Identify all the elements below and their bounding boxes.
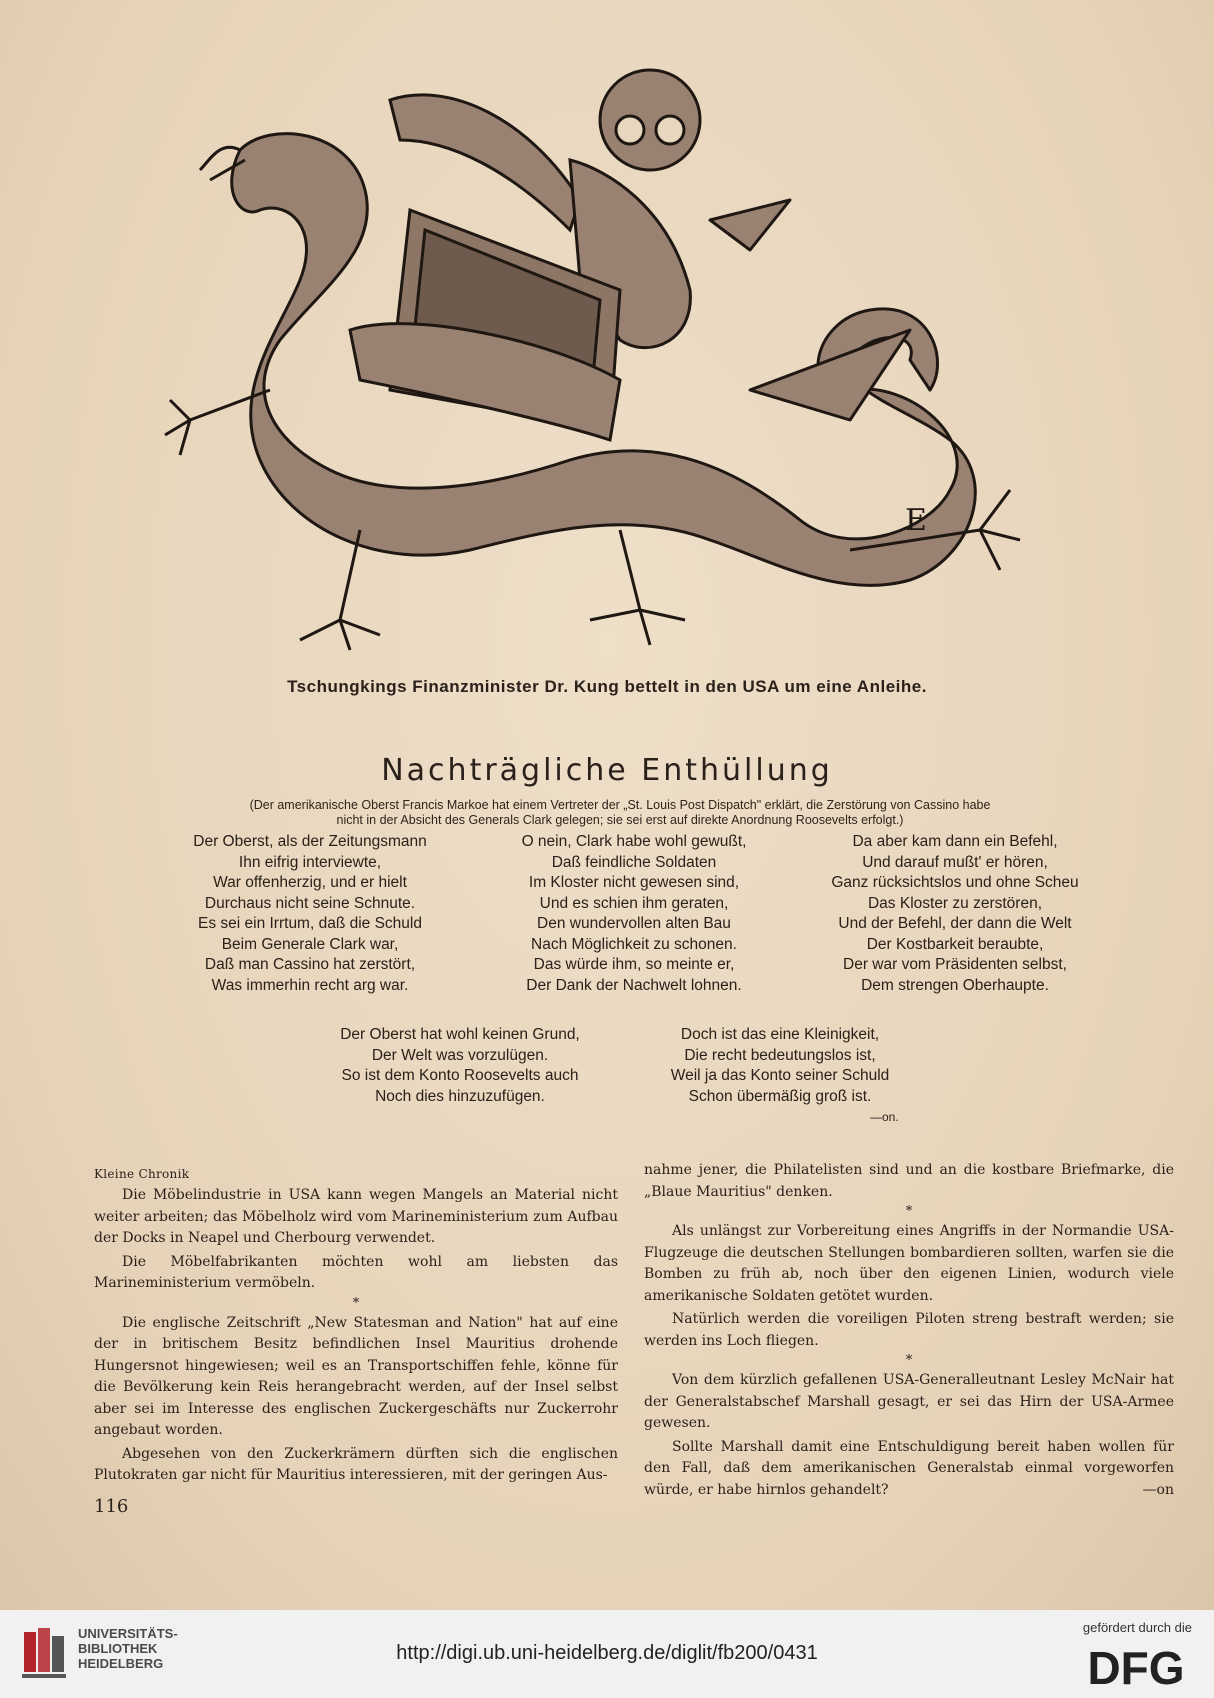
funding-note: gefördert durch die (1082, 1620, 1192, 1635)
chronik-paragraph: Die englische Zeitschrift „New Statesman and Nation" hat auf eine der in britischem Besitz befindlichen Insel Mauritius drohende Hungersnot hingewiesen; weil es an Transportschiffen fehle, könne für die Bevölkerung kein Reis herangebracht werden, auf der Insel selbst aber sei im Interesse des englischen Zuckergeschäfts nur Zuckerrohr angebaut worden. (94, 1314, 618, 1438)
chronik-paragraph: Abgesehen von den Zuckerkrämern dürften sich die englischen Plutokraten gar nicht für Mauritius interessieren, mit der geringen Aus- (94, 1445, 618, 1483)
verse-line: Doch ist das eine Kleinigkeit, (680, 1026, 880, 1043)
verse-line: Und der Befehl, der dann die Welt (838, 915, 1072, 932)
verse-line: Der Oberst, als der Zeitungsmann (193, 833, 427, 850)
chronik-paragraph: nahme jener, die Philatelisten sind und an die kostbare Briefmarke, die „Blaue Mauritius" denken. (644, 1162, 1174, 1200)
verse-line: Den wundervollen alten Bau (537, 915, 731, 932)
verse-line: Durchaus nicht seine Schnute. (204, 894, 416, 912)
verse-line: War offenherzig, und er hielt (213, 874, 407, 891)
chronik-paragraph: Die Möbelfabrikanten möchten wohl am liebsten das Marineministerium vermöbeln. (94, 1253, 618, 1291)
document-url-link[interactable]: http://digi.ub.uni-heidelberg.de/diglit/fb200/0431 (396, 1642, 818, 1664)
verse-line: Und es schien ihm geraten, (539, 894, 729, 912)
institution-line: UNIVERSITÄTS- (78, 1626, 178, 1641)
verse-line: Der Dank der Nachwelt lohnen. (526, 976, 742, 994)
verse-line: Schon übermäßig groß ist. (688, 1087, 872, 1105)
intro-line: nicht in der Absicht des Generals Clark gelegen; sie sei erst auf direkte Anordnung Roosevelts erfolgt.) (336, 813, 904, 827)
institution-line: BIBLIOTHEK (78, 1641, 158, 1656)
artist-signature: E (905, 503, 927, 538)
poem-stanza-3 (810, 832, 1100, 996)
poem-stanza-2 (494, 832, 774, 996)
verse-line: Ganz rücksichtslos und ohne Scheu (831, 874, 1079, 891)
verse-line: Die recht bedeutungslos ist, (684, 1046, 876, 1064)
verse-line: Ihn eifrig interviewte, (238, 853, 382, 871)
verse-line: Der war vom Präsidenten selbst, (843, 956, 1067, 973)
poem-stanza-5 (640, 1025, 920, 1107)
chronik-right-column (644, 1160, 1174, 1503)
verse-line: Das Kloster zu zerstören, (867, 894, 1042, 912)
verse-line: Beim Generale Clark war, (221, 935, 399, 953)
chronik-paragraph: Als unlängst zur Vorbereitung eines Angriffs in der Normandie USA-Flugzeuge die deutschen Stellungen bombardieren sollten, warfen sie die Bomben zu früh ab, noch über den eigenen Linien, wodurch viele amerikanische Soldaten getötet wurden. (644, 1223, 1174, 1304)
verse-line: Nach Möglichkeit zu schonen. (531, 935, 737, 953)
verse-line: Der Welt was vorzulügen. (371, 1046, 549, 1064)
chronik-paragraph: Von dem kürzlich gefallenen USA-Generalleutnant Lesley McNair hat der Generalstabschef Marshall gesagt, er sei das Hirn der USA-Armee gewesen. (644, 1372, 1174, 1431)
intro-line: (Der amerikanische Oberst Francis Markoe hat einem Vertreter der „St. Louis Post Dispatch" erklärt, die Zerstörung von Cassino habe (249, 798, 991, 812)
verse-line: Im Kloster nicht gewesen sind, (528, 874, 740, 891)
verse-line: Daß man Cassino hat zerstört, (204, 956, 416, 973)
figure-with-briefcase-icon (350, 70, 700, 440)
verse-line: O nein, Clark habe wohl gewußt, (521, 833, 747, 850)
chronik-left-column (94, 1165, 618, 1489)
verse-line: Daß feindliche Soldaten (551, 853, 717, 871)
verse-line: Was immerhin recht arg war. (211, 976, 409, 994)
chronik-heading: Kleine Chronik (94, 1167, 190, 1181)
verse-line: Da aber kam dann ein Befehl, (852, 833, 1058, 850)
separator-star: * (905, 1204, 913, 1219)
separator-star: * (905, 1353, 913, 1368)
verse-line: Der Oberst hat wohl keinen Grund, (340, 1026, 580, 1043)
chronik-paragraph (644, 1437, 1174, 1502)
viewer-footer (0, 1610, 1214, 1698)
verse-line: Das würde ihm, so meinte er, (533, 956, 735, 973)
institution-line: HEIDELBERG (78, 1656, 164, 1671)
illustration-caption: Tschungkings Finanzminister Dr. Kung bettelt in den USA um eine Anleihe. (287, 677, 927, 696)
chronik-paragraph-text: Sollte Marshall damit eine Entschuldigung bereit haben wollen für den Fall, daß dem amerikanischen Generalstab einmal vorgeworfen würde, er habe hirnlos gehandelt? (644, 1438, 1174, 1498)
verse-line: So ist dem Konto Roosevelts auch (341, 1067, 579, 1084)
verse-line: Und darauf mußt' er hören, (862, 853, 1048, 871)
dfg-logo-text: DFG (1087, 1644, 1185, 1688)
chronik-paragraph: Die Möbelindustrie in USA kann wegen Mangels an Material nicht weiter arbeiten; das Möbelholz wird vom Marineministerium zum Aufbau der Docks in Neapel und Cherbourg verwendet. (94, 1187, 618, 1246)
separator-star: * (352, 1295, 360, 1311)
poem-intro (170, 798, 1070, 828)
verse-line: Noch dies hinzuzufügen. (375, 1087, 545, 1105)
chronik-paragraph: Natürlich werden die voreiligen Piloten streng bestraft werden; sie werden ins Loch fliegen. (644, 1311, 1174, 1349)
verse-line: Dem strengen Oberhaupte. (861, 976, 1049, 994)
poem-stanza-4 (320, 1025, 600, 1107)
verse-line: Es sei ein Irrtum, daß die Schuld (198, 915, 422, 932)
verse-line: Der Kostbarkeit beraubte, (866, 935, 1044, 953)
cartoon-illustration (150, 60, 1090, 660)
dfg-logo-icon (1080, 1644, 1192, 1688)
poem-signature: —on. (870, 1110, 899, 1124)
chronik-signature: —on (1142, 1481, 1174, 1498)
poem-title: Nachträgliche Enthüllung (381, 753, 833, 788)
poem-stanza-1 (170, 832, 450, 996)
page-number: 116 (94, 1496, 129, 1517)
verse-line: Weil ja das Konto seiner Schuld (670, 1067, 890, 1084)
